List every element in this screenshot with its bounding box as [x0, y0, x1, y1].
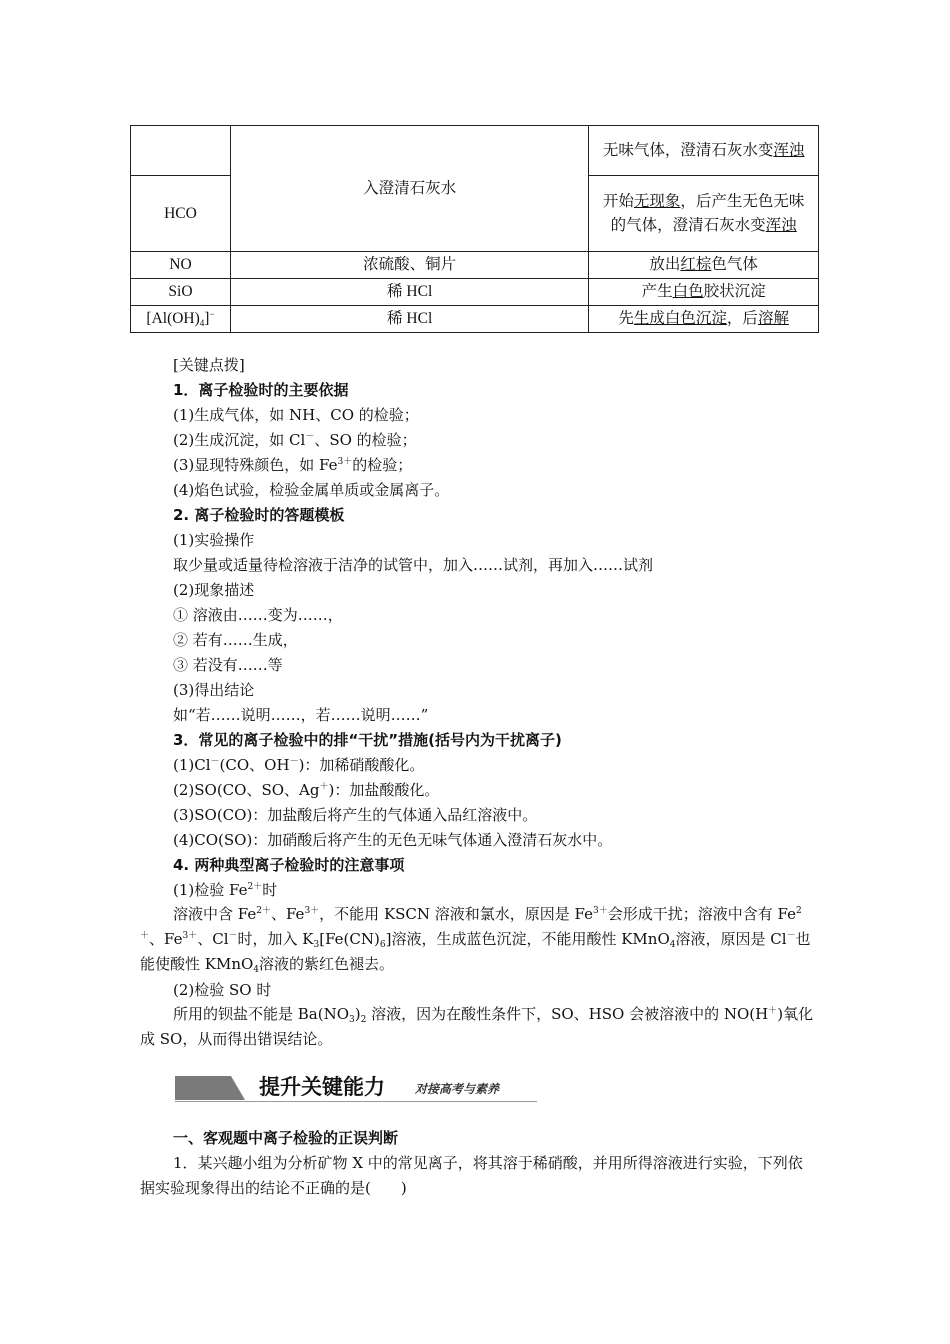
table-cell: 先生成白色沉淀，后溶解 — [589, 306, 819, 333]
table-cell: 放出红棕色气体 — [589, 252, 819, 279]
table-cell: 入澄清石灰水 — [230, 126, 588, 252]
table-row — [131, 279, 819, 306]
text-line: (1)Cl－(CO、OH－)：加稀硝酸酸化。 — [173, 756, 425, 774]
table-cell: 稀 HCl — [230, 306, 588, 333]
table-cell: 开始无现象，后产生无色无味的气体，澄清石灰水变浑浊 — [589, 176, 819, 252]
table-row — [131, 306, 819, 333]
section-heading: 2. 离子检验时的答题模板 — [173, 506, 345, 524]
table-cell — [131, 126, 231, 176]
table-cell: SiO — [131, 279, 231, 306]
section-heading: 3．常见的离子检验中的排“干扰”措施(括号内为干扰离子) — [173, 731, 562, 749]
text-line: (2)SO(CO、SO、Ag＋)：加盐酸酸化。 — [173, 781, 440, 799]
text-line: (3)得出结论 — [173, 681, 255, 699]
text-line: (2)生成沉淀，如 Cl－、SO 的检验； — [173, 431, 417, 449]
table-cell: 产生白色胶状沉淀 — [589, 279, 819, 306]
banner-subtitle: 对接高考与素养 — [415, 1082, 500, 1096]
text-line: (2)检验 SO 时 — [173, 981, 272, 999]
section-banner — [175, 1072, 537, 1104]
paragraph: 溶液中含 $Fe^{2+}$、$Fe^{3+}$，不能用 KSCN 溶液和氯水，原因是 $Fe^{3+}$会形成干扰；溶液中含有 $Fe^{2+}$、$Fe^{3+}$、Cl－时，加入 $K_3[Fe(CN)_6]$溶液，生成蓝色沉淀，不能用酸性 KMnO$_4$溶液，原因是 Cl－也能使酸性 KMnO$_4$溶液的紫红色褪去。 — [140, 905, 811, 975]
section-heading: 1．离子检验时的主要依据 — [173, 381, 349, 399]
text-line: 取少量或适量待检溶液于洁净的试管中，加入……试剂，再加入……试剂 — [173, 556, 654, 574]
banner-title: 提升关键能力 — [259, 1075, 385, 1099]
text-line: (3)SO(CO)：加盐酸后将产生的气体通入品红溶液中。 — [173, 806, 538, 824]
table-row — [131, 252, 819, 279]
table-cell: 浓硫酸、铜片 — [230, 252, 588, 279]
question-1: 1．某兴趣小组为分析矿物 X 中的常见离子，将其溶于稀硝酸，并用所得溶液进行实验，下列依据实验现象得出的结论不正确的是( ) — [140, 1154, 803, 1197]
table-row — [131, 126, 819, 176]
text-line: (4)焰色试验，检验金属单质或金属离子。 — [173, 481, 450, 499]
table-cell: NO — [131, 252, 231, 279]
notes-heading: [关键点拨] — [173, 356, 245, 374]
text-line: (1)检验 $Fe^{2+}$时 — [173, 881, 278, 899]
text-line: ① 溶液由……变为……， — [173, 606, 343, 624]
table-cell: $[Al(OH)_4]^-$ — [131, 306, 231, 333]
banner-bar — [175, 1076, 245, 1100]
text-line: 如“若……说明……，若……说明……” — [173, 706, 429, 724]
section-title: 一、客观题中离子检验的正误判断 — [173, 1129, 399, 1147]
text-line: (3)显现特殊颜色，如 $Fe^{3+}$的检验； — [173, 456, 413, 474]
banner-rule — [175, 1101, 537, 1102]
table-cell: 无味气体，澄清石灰水变浑浊 — [589, 126, 819, 176]
text-line: (2)现象描述 — [173, 581, 255, 599]
paragraph: 所用的钡盐不能是 $Ba(NO_3)_2$ 溶液，因为在酸性条件下，SO、HSO 会被溶液中的 NO(H＋)氧化成 SO，从而得出错误结论。 — [140, 1005, 814, 1048]
table-cell: HCO — [131, 176, 231, 252]
text-line: (4)CO(SO)：加硝酸后将产生的无色无味气体通入澄清石灰水中。 — [173, 831, 613, 849]
text-line: (1)生成气体，如 NH、CO 的检验； — [173, 406, 419, 424]
ion-test-table — [130, 125, 819, 333]
table-cell: 稀 HCl — [230, 279, 588, 306]
text-line: ③ 若没有……等 — [173, 656, 283, 674]
section-heading: 4. 两种典型离子检验时的注意事项 — [173, 856, 405, 874]
text-line: ② 若有……生成， — [173, 631, 298, 649]
text-line: (1)实验操作 — [173, 531, 255, 549]
